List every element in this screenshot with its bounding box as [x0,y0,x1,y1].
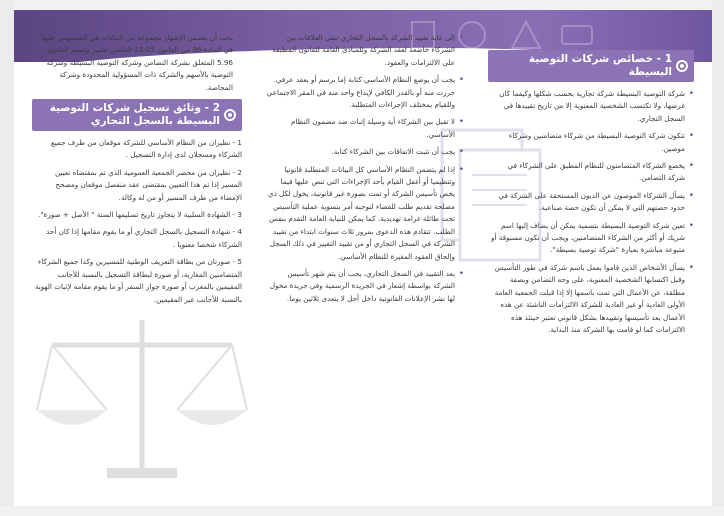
list-item: • يسأل الأشخاص الذين قاموا بعمل باسم شركة في طور التأسيس وقبل اكتسابها الشخصية المعنوية، على وجه التضامن وبصفة مطلقة، عن الأعمال التي تمت باسمها إلا إذا قبلت الجمعية العامة الأولى العادية أو غير العادية للشركة الالتزامات الناشئة عن هذه الأعمال بعد تأسيسها وتقييدها بشكل قانوني تعتبر حينئذ هذه الالتزامات كما لو قامت بها الشركة منذ البداية. [488,262,694,336]
middle-column [264,32,464,310]
section-1-title: 1 - خصائص شركات التوصية البسيطة [528,53,672,78]
section-1-list [488,88,694,336]
list-item: 5 - صورتان من بطاقة التعريف الوطنية للمسيرين وكذا جميع الشركاء المتضامنين المغاربة، أو صورة لبطاقة التسجيل بالنسبة للأجانب المقيمين بالمغرب أو صورة جواز السفر أو ما يقوم مقامه لإثبات الهوية بالنسبة للأجانب غير المقيمين. [34,257,242,304]
list-item: • يجب أن يتضمن الإشهار مجموعة من البيانات هي المنصوص عليها في المادة 96 من القانون 05-21 القاضي بتغيير وتتميم القانون 5.96 المتعلق بشركة التضامن وشركة التوصية البسيطة وشركة التوصية بالأسهم والشركة ذات المسؤولية المحدودة وشركة المحاصة. [32,32,242,94]
document-page [14,10,712,506]
list-item: • تتكون شركة التوصية البسيطة من شركاء متضامنين وشركاء موصين. [488,130,694,155]
list-item: • يجب أن يوضع النظام الأساسي كتابة إما برسم أو بعقد عرفي. حررت منه أو بالقدر الكافي لإيداع واحد منه في المقر الاجتماعي وللقيام بمختلف الإجراءات المتطلبة. [264,74,464,111]
list-item: 2 - نظيران من محضر الجمعية العمومية الذي تم بمقتضاه تعيين المسير إذا تم هذا التعيين بمقتضى عقد منفصل موقعان ومصحح الإمضاء من طرف المسير أو من له وكالة. [55,167,242,202]
viewer-frame-bottom [0,506,724,516]
list-item: • يسأل الشركاء الموصون عن الديون المستحقة على الشركة في حدود حصتهم التي لا يمكن أن تكون حصة صناعية. [488,190,694,215]
list-item: • إلى غاية تقييد الشركة بالسجل التجاري تبقى العلاقات بين الشركاء خاضعة لعقد الشركة وللمبادئ العامة للقانون المطبقة على الالتزامات والعقود. [264,32,464,69]
viewer-frame-left [0,0,14,516]
section-badge-icon [676,60,688,72]
left-column [32,32,242,311]
list-item: 1 - نظيران من النظام الأساسي للشركة موقعان من طرف جميع الشركاء ومسجلان لدى إدارة التسجيل . [50,138,242,160]
viewer-frame-top [0,0,724,10]
list-item: • إذا لم يتضمن النظام الأساسي كل البيانات المتطلبة قانونيا وتنظيميا أو أغفل القيام بأحد الإجراءات التي تنص عليها فيما يخص تأسيس الشركة أو تمت بصورة غير قانونية، يخول لكل ذي مصلحة تقديم طلب للقضاء لتوجيه أمر بتسوية عملية التأسيس تحت طائلة غرامة تهديدية. كما يمكن للنيابة العامة التقدم بنفس الطلب. تتقادم هذه الدعوى بمرور ثلاث سنوات ابتداء من تقييد الشركة في السجل التجاري أو من تقييد التغيير في ذلك السجل وإلحاق العقود المغيرة للنظام الأساسي. [264,164,464,263]
list-item: • شركة التوصية البسيطة شركة تجارية بحسب شكلها وكيفما كان غرضها، ولا تكتسب الشخصية المعنوية إلا من تاريخ تقييدها في السجل التجاري. [488,88,694,125]
list-item: • يخضع الشركاء المتضامنون للنظام المطبق على الشركاء في شركة التضامن. [488,160,694,185]
list-item: • بعد التقييد في السجل التجاري، يجب أن يتم شهر تأسيس الشركة بواسطة إشعار في الجريدة الرسمية وفي جريدة مخول لها نشر الإعلانات القانونية داخل أجل لا يتعدى ثلاثين يوما. [264,268,464,305]
documents-list [32,137,242,306]
middle-list [264,32,464,305]
list-item: 3 - الشهادة السلبية لا يتجاوز تاريخ تسليمها السنة " الأصل + صورة". [37,210,242,220]
section-2-heading [32,99,242,131]
section-badge-icon [224,109,236,121]
viewer-frame-right [712,0,724,516]
left-intro-list [32,32,242,94]
list-item: • يجب أن تثبت الاتفاقات بين الشركاء كتابة. [264,146,464,158]
list-item: 4 - شهادة التسجيل بالسجل التجاري أو ما يقوم مقامها إذا كان أحد الشركاء شخصا معنويا . [46,227,242,249]
right-column [488,50,694,341]
list-item: • لا تقبل بين الشركاء أية وسيلة إثبات ضد مضمون النظام الأساسي. [264,116,464,141]
watermark-scales-icon [27,300,257,490]
list-item: • تعين شركة التوصية البسيطة بتسمية يمكن أن يضاف إليها اسم شريك أو أكثر من الشركاء المتضامنين، ويجب أن تكون مسبوقة أو متبوعة مباشرة بعبارة "شركة توصية بسيطة". [488,220,694,257]
section-2-title: 2 - وثائق تسجيل شركات التوصية البسيطة بالسجل التجاري [49,102,220,128]
section-1-heading [488,50,694,82]
